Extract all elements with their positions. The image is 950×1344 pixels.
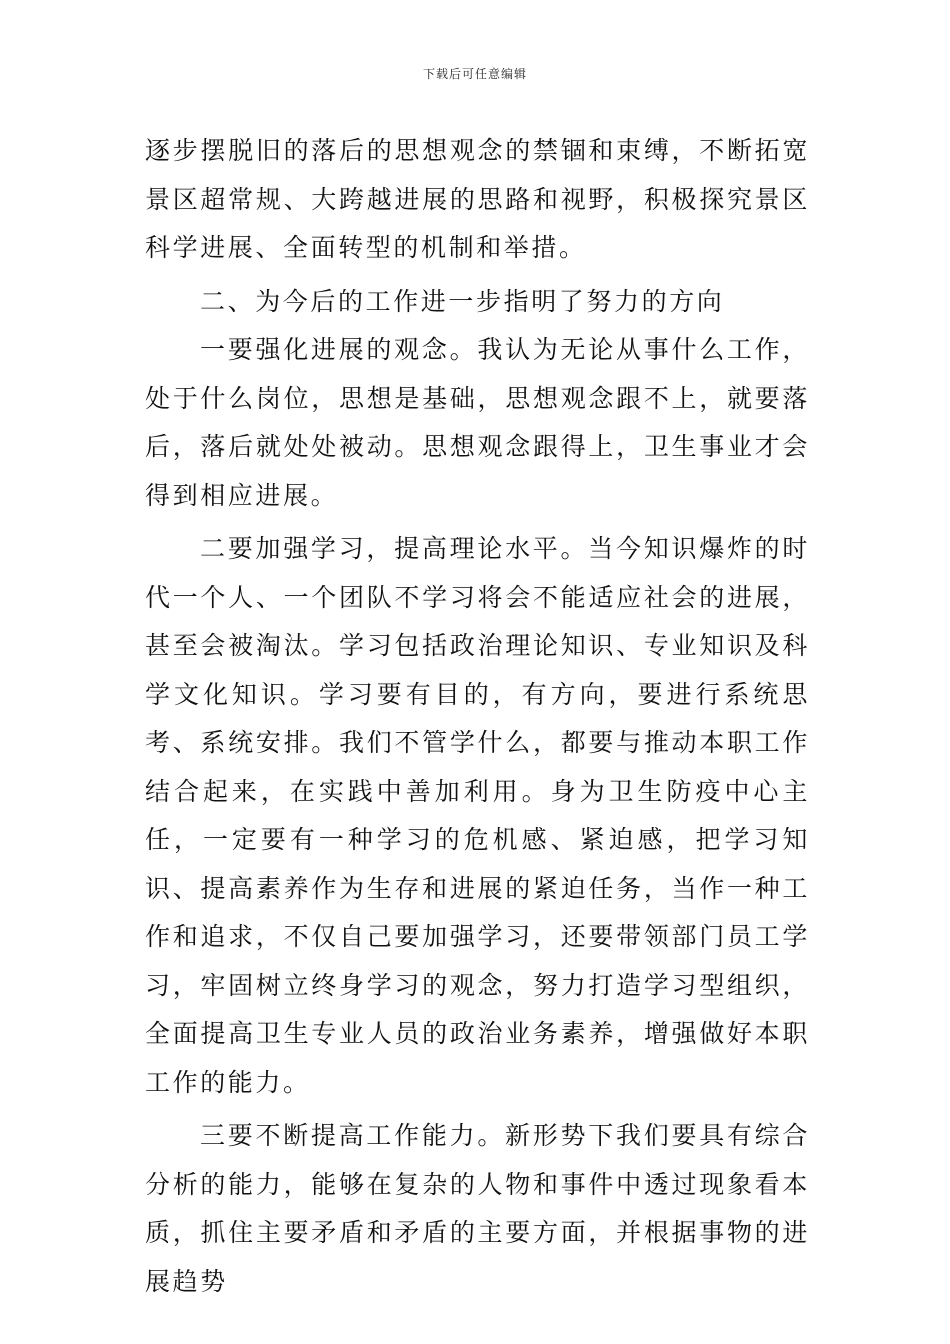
paragraph-point-three: 三要不断提高工作能力。新形势下我们要具有综合分析的能力，能够在复杂的人物和事件中透过现象看本质，抓住主要矛盾和矛盾的主要方面，并根据事物的进展趋势 bbox=[145, 1121, 810, 1296]
paragraph-point-two: 二要加强学习，提高理论水平。当今知识爆炸的时代一个人、一个团队不学习将会不能适应社会的进展，甚至会被淘汰。学习包括政治理论知识、专业知识及科学文化知识。学习要有目的，有方向，要进行系统思考、系统安排。我们不管学什么，都要与推动本职工作结合起来，在实践中善加利用。身为卫生防疫中心主任，一定要有一种学习的危机感、紧迫感，把学习知识、提高素养作为生存和进展的紧迫任务，当作一种工作和追求，不仅自己要加强学习，还要带领部门员工学习，牢固树立终身学习的观念，努力打造学习型组织，全面提高卫生专业人员的政治业务素养，增强做好本职工作的能力。 bbox=[145, 534, 810, 1097]
page-header: 下载后可任意编辑 bbox=[422, 67, 527, 81]
document-body bbox=[145, 127, 810, 1306]
section-heading: 二、为今后的工作进一步指明了努力的方向 bbox=[200, 286, 725, 316]
paragraph-continuation: 逐步摆脱旧的落后的思想观念的禁锢和束缚，不断拓宽景区超常规、大跨越进展的思路和视野，积极探究景区科学进展、全面转型的机制和举措。 bbox=[145, 136, 810, 262]
paragraph-point-one: 一要强化进展的观念。我认为无论从事什么工作，处于什么岗位，思想是基础，思想观念跟不上，就要落后，落后就处处被动。思想观念跟得上，卫生事业才会得到相应进展。 bbox=[145, 335, 810, 510]
